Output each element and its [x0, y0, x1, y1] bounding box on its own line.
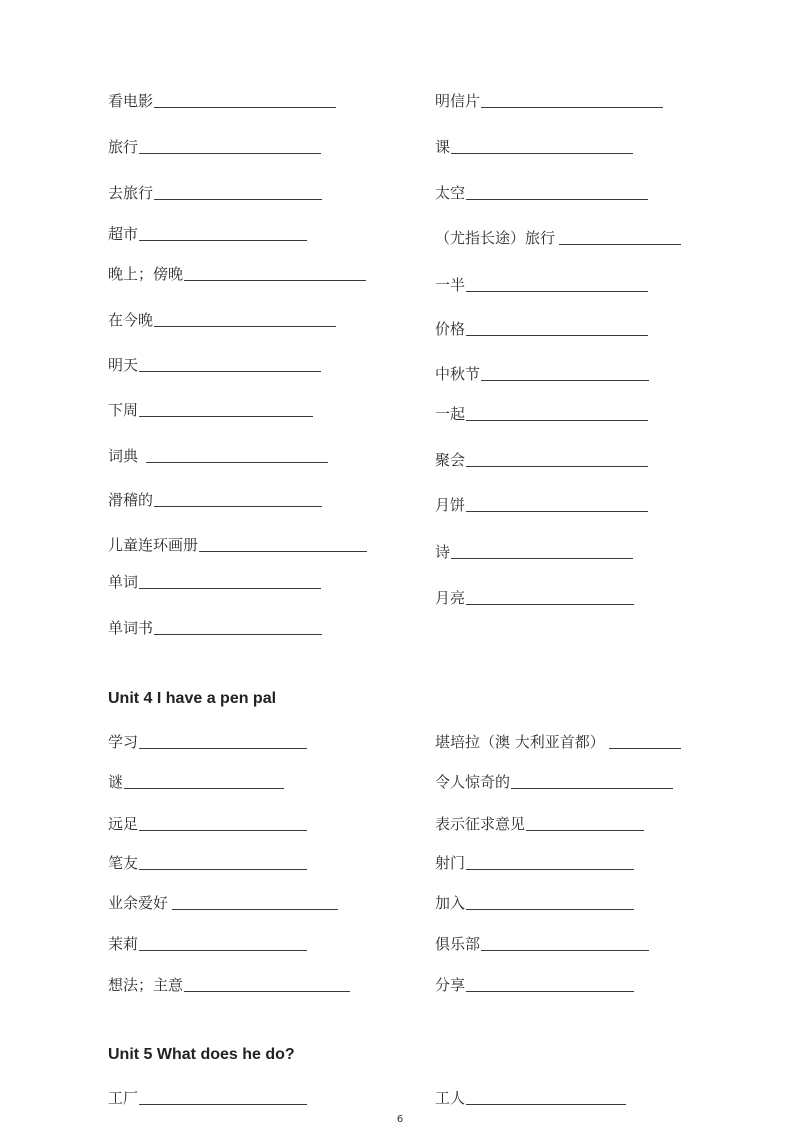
vocab-item — [435, 450, 648, 470]
answer-blank[interactable] — [466, 450, 648, 467]
vocab-word: 课 — [435, 138, 451, 156]
vocab-item — [435, 183, 648, 203]
answer-blank[interactable] — [139, 1088, 307, 1105]
vocab-item — [108, 535, 367, 555]
vocab-word: 滑稽的 — [108, 491, 154, 509]
vocab-item — [108, 183, 322, 203]
vocab-word: 旅行 — [108, 138, 139, 156]
vocab-word: 价格 — [435, 320, 466, 338]
vocab-item — [435, 732, 681, 752]
answer-blank[interactable] — [154, 490, 322, 507]
vocab-item — [435, 1088, 626, 1108]
answer-blank[interactable] — [466, 183, 648, 200]
vocab-item — [435, 853, 634, 873]
vocab-word: 诗 — [435, 543, 451, 561]
vocab-word: 明天 — [108, 356, 139, 374]
answer-blank[interactable] — [154, 618, 322, 635]
vocab-item — [435, 542, 633, 562]
vocab-word: 业余爱好 — [108, 894, 169, 912]
vocab-word: 工厂 — [108, 1089, 139, 1107]
vocab-word: 月饼 — [435, 496, 466, 514]
vocab-word: 去旅行 — [108, 184, 154, 202]
vocab-word: 明信片 — [435, 92, 481, 110]
vocab-item — [435, 934, 649, 954]
answer-blank[interactable] — [184, 264, 366, 281]
vocab-item — [108, 446, 328, 466]
page-number: 6 — [396, 1114, 404, 1125]
answer-blank[interactable] — [609, 732, 681, 749]
section-heading: Unit 4 I have a pen pal — [108, 690, 277, 707]
vocab-word: 在今晚 — [108, 311, 154, 329]
answer-blank[interactable] — [139, 137, 321, 154]
vocab-item — [435, 228, 681, 248]
vocab-item — [108, 732, 307, 752]
vocab-word: 看电影 — [108, 92, 154, 110]
vocab-item — [435, 319, 648, 339]
vocab-word: 一起 — [435, 405, 466, 423]
vocab-item — [108, 224, 307, 244]
answer-blank[interactable] — [481, 91, 663, 108]
vocab-item — [108, 1088, 307, 1108]
answer-blank[interactable] — [466, 1088, 626, 1105]
vocab-word: 俱乐部 — [435, 935, 481, 953]
vocab-item — [108, 853, 307, 873]
answer-blank[interactable] — [199, 535, 367, 552]
answer-blank[interactable] — [466, 853, 634, 870]
vocab-item — [108, 264, 366, 284]
vocab-item — [435, 975, 634, 995]
vocab-word: 笔友 — [108, 854, 139, 872]
answer-blank[interactable] — [451, 542, 633, 559]
vocab-word: 晚上；傍晚 — [108, 265, 184, 283]
vocab-word: 太空 — [435, 184, 466, 202]
vocab-item — [435, 91, 663, 111]
section-heading: Unit 5 What does he do? — [108, 1046, 295, 1063]
vocab-word: 谜 — [108, 773, 124, 791]
answer-blank[interactable] — [139, 732, 307, 749]
answer-blank[interactable] — [139, 814, 307, 831]
vocab-item — [108, 975, 350, 995]
answer-blank[interactable] — [154, 310, 336, 327]
answer-blank[interactable] — [139, 572, 321, 589]
answer-blank[interactable] — [481, 364, 649, 381]
answer-blank[interactable] — [172, 893, 338, 910]
vocab-word: 月亮 — [435, 589, 466, 607]
answer-blank[interactable] — [184, 975, 350, 992]
answer-blank[interactable] — [154, 91, 336, 108]
answer-blank[interactable] — [466, 495, 648, 512]
answer-blank[interactable] — [466, 975, 634, 992]
vocab-word: 儿童连环画册 — [108, 536, 199, 554]
vocab-item — [108, 893, 338, 913]
answer-blank[interactable] — [466, 893, 634, 910]
answer-blank[interactable] — [466, 275, 648, 292]
answer-blank[interactable] — [139, 934, 307, 951]
vocab-item — [108, 772, 284, 792]
answer-blank[interactable] — [154, 183, 322, 200]
vocab-word: 表示征求意见 — [435, 815, 526, 833]
vocab-word: 射门 — [435, 854, 466, 872]
vocab-item — [435, 275, 648, 295]
vocab-item — [108, 618, 322, 638]
vocab-word: （尤指长途）旅行 — [435, 229, 556, 247]
vocab-word: 加入 — [435, 894, 466, 912]
answer-blank[interactable] — [559, 228, 681, 245]
vocab-word: 远足 — [108, 815, 139, 833]
answer-blank[interactable] — [146, 446, 328, 463]
vocab-word: 想法；主意 — [108, 976, 184, 994]
vocab-item — [435, 404, 648, 424]
vocab-item — [435, 495, 648, 515]
vocab-item — [108, 355, 321, 375]
vocab-item — [435, 588, 634, 608]
vocab-word: 词典 — [108, 447, 139, 465]
vocab-word: 中秋节 — [435, 365, 481, 383]
vocab-word: 下周 — [108, 401, 139, 419]
answer-blank[interactable] — [466, 319, 648, 336]
vocab-item — [435, 893, 634, 913]
vocab-item — [108, 934, 307, 954]
vocab-word: 聚会 — [435, 451, 466, 469]
vocab-word: 学习 — [108, 733, 139, 751]
vocab-word: 令人惊奇的 — [435, 773, 511, 791]
vocab-word: 一半 — [435, 276, 466, 294]
vocab-item — [435, 137, 633, 157]
answer-blank[interactable] — [139, 853, 307, 870]
vocab-item — [108, 137, 321, 157]
vocab-item — [108, 310, 336, 330]
answer-blank[interactable] — [451, 137, 633, 154]
vocab-word: 分享 — [435, 976, 466, 994]
vocab-word: 堪培拉（澳 大利亚首都） — [435, 733, 605, 751]
answer-blank[interactable] — [526, 814, 644, 831]
vocab-word: 单词书 — [108, 619, 154, 637]
vocab-item — [108, 400, 313, 420]
answer-blank[interactable] — [466, 588, 634, 605]
vocab-word: 单词 — [108, 573, 139, 591]
vocab-word: 超市 — [108, 225, 139, 243]
vocab-item — [108, 490, 322, 510]
answer-blank[interactable] — [124, 772, 284, 789]
answer-blank[interactable] — [466, 404, 648, 421]
vocab-item — [108, 91, 336, 111]
answer-blank[interactable] — [139, 355, 321, 372]
vocab-word: 茉莉 — [108, 935, 139, 953]
answer-blank[interactable] — [139, 400, 313, 417]
answer-blank[interactable] — [511, 772, 673, 789]
vocab-item — [435, 364, 649, 384]
vocab-item — [435, 814, 644, 834]
answer-blank[interactable] — [139, 224, 307, 241]
vocab-item — [108, 814, 307, 834]
vocab-item — [435, 772, 673, 792]
vocab-word: 工人 — [435, 1089, 466, 1107]
vocab-item — [108, 572, 321, 592]
answer-blank[interactable] — [481, 934, 649, 951]
